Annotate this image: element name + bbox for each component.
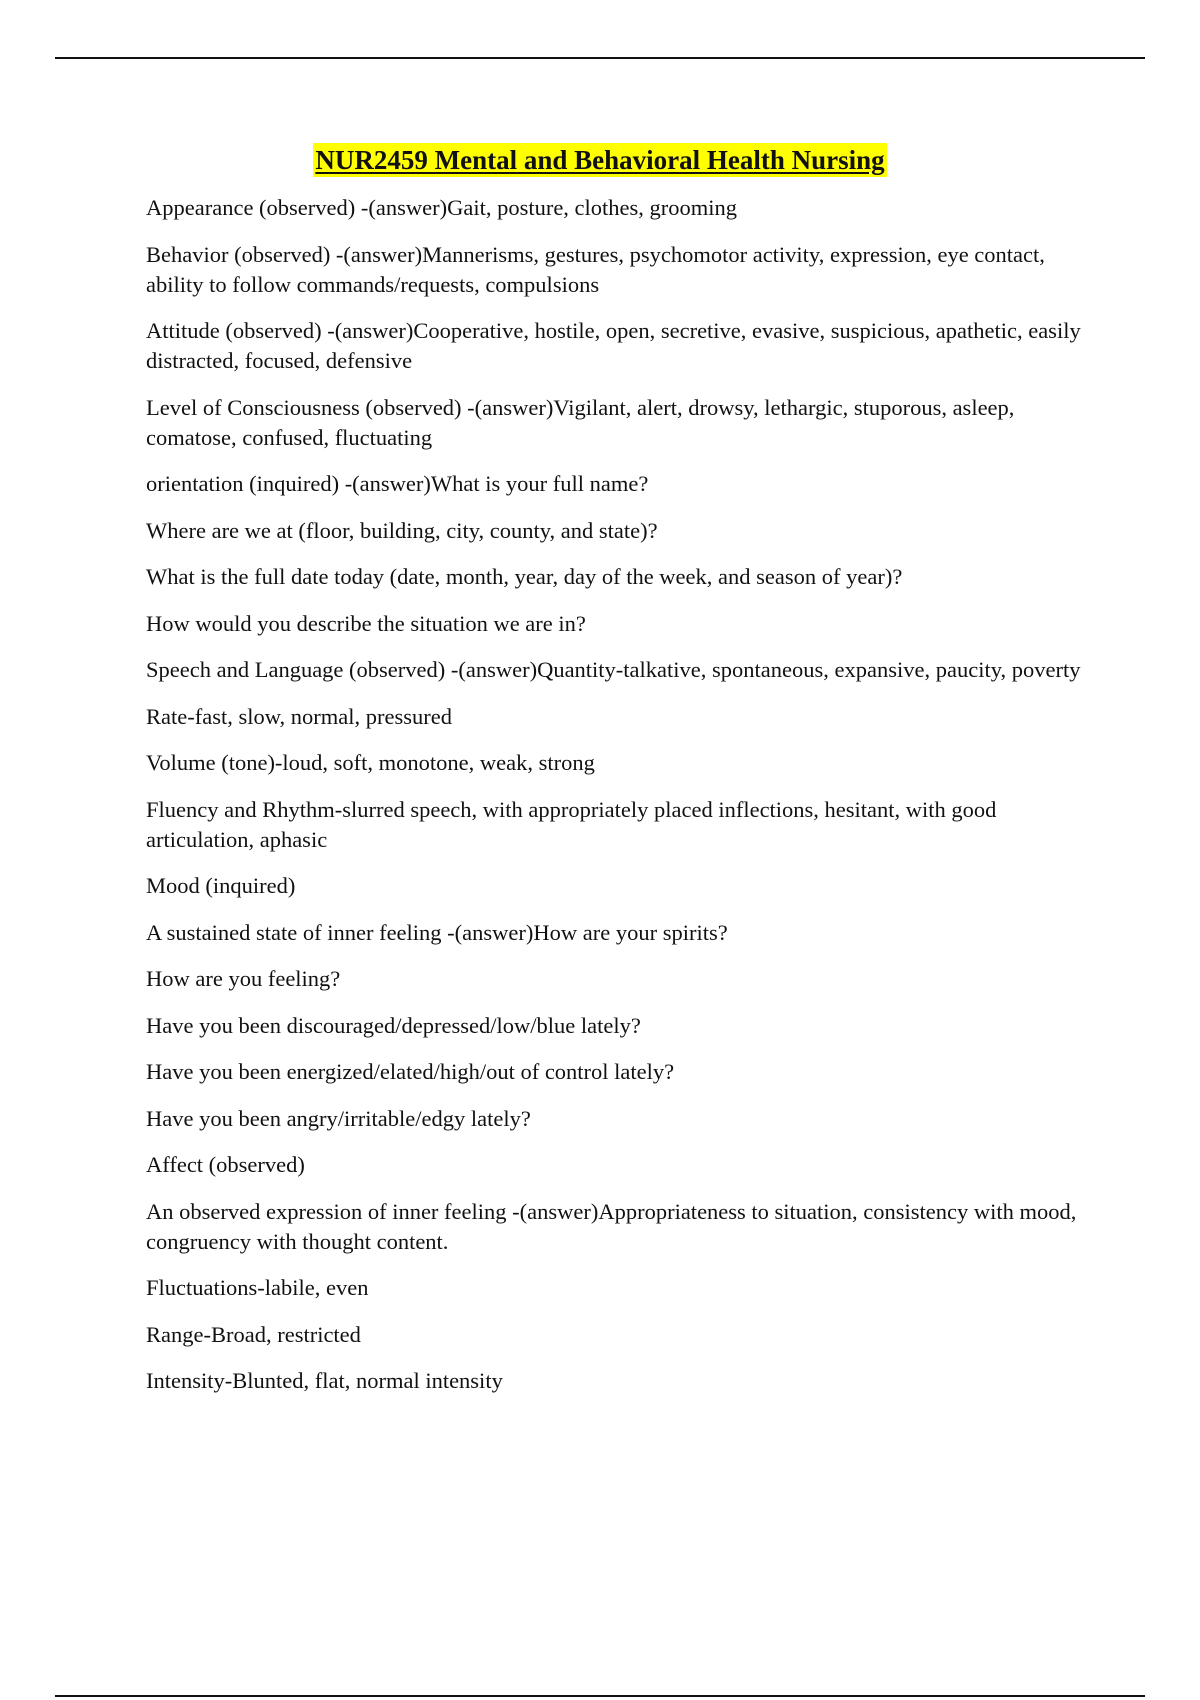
document-title: NUR2459 Mental and Behavioral Health Nursing — [315, 145, 885, 175]
paragraph-mood-feeling: How are you feeling? — [146, 966, 341, 991]
title-container — [0, 143, 1200, 177]
paragraph-mood-angry: Have you been angry/irritable/edgy lately? — [146, 1105, 531, 1131]
paragraph-mood-energized: Have you been energized/elated/high/out of control lately? — [146, 1059, 675, 1084]
paragraph-mood-discouraged: Have you been discouraged/depressed/low/blue lately? — [146, 1012, 641, 1038]
paragraph-mood-definition: A sustained state of inner feeling -(answer)How are your spirits? — [146, 919, 728, 945]
paragraph-behavior: Behavior (observed) -(answer)Mannerisms, gestures, psychomotor activity, expression, eye contact, ability to follow commands/requests, compulsions — [146, 241, 1045, 297]
paragraph-affect: Affect (observed) — [146, 1152, 305, 1177]
paragraph-appearance: Appearance (observed) -(answer)Gait, posture, clothes, grooming — [146, 195, 738, 220]
paragraph-speech-language: Speech and Language (observed) -(answer)Quantity-talkative, spontaneous, expansive, paucity, poverty — [146, 657, 1081, 682]
paragraph-attitude: Attitude (observed) -(answer)Cooperative, hostile, open, secretive, evasive, suspicious, apathetic, easily distracted, focused, defensive — [146, 318, 1081, 373]
paragraph-affect-definition: An observed expression of inner feeling -(answer)Appropriateness to situation, consistency with mood, congruency with thought content. — [146, 1198, 1077, 1254]
paragraph-fluency-rhythm: Fluency and Rhythm-slurred speech, with appropriately placed inflections, hesitant, with good articulation, aphasic — [146, 796, 997, 852]
paragraph-orientation-date: What is the full date today (date, month, year, day of the week, and season of year)? — [146, 564, 903, 589]
paragraph-intensity: Intensity-Blunted, flat, normal intensity — [146, 1368, 503, 1393]
bottom-rule — [55, 1695, 1145, 1697]
paragraph-orientation: orientation (inquired) -(answer)What is your full name? — [146, 471, 649, 496]
paragraph-orientation-place: Where are we at (floor, building, city, county, and state)? — [146, 517, 658, 543]
paragraph-mood: Mood (inquired) — [146, 873, 296, 898]
paragraph-orientation-situation: How would you describe the situation we are in? — [146, 610, 586, 636]
paragraph-range: Range-Broad, restricted — [146, 1321, 361, 1347]
paragraph-level-of-consciousness: Level of Consciousness (observed) -(answer)Vigilant, alert, drowsy, lethargic, stuporous, asleep, comatose, confused, fluctuating — [146, 394, 1015, 450]
paragraph-volume: Volume (tone)-loud, soft, monotone, weak, strong — [146, 750, 595, 775]
document-body — [146, 193, 1096, 1413]
paragraph-rate: Rate-fast, slow, normal, pressured — [146, 703, 452, 729]
paragraph-fluctuations: Fluctuations-labile, even — [146, 1275, 369, 1300]
top-rule — [55, 57, 1145, 59]
